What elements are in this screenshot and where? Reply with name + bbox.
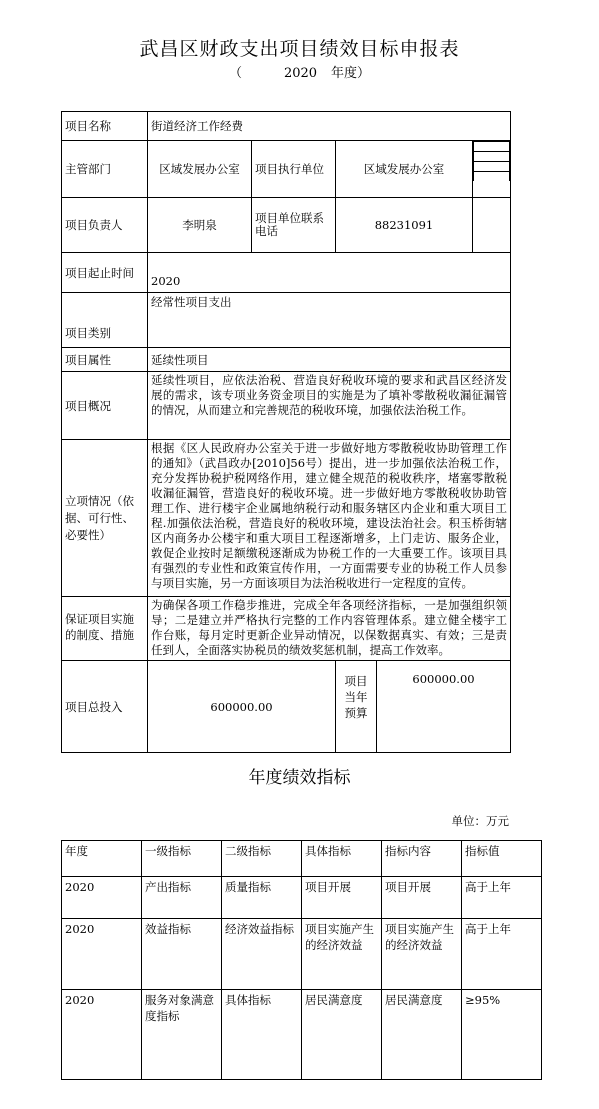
cell: 效益指标 [142,919,222,990]
attribute-label: 项目属性 [62,348,148,372]
subgrid-line [474,172,510,182]
table-header-row [62,841,542,877]
measures-label: 保证项目实施的制度、措施 [62,597,148,661]
header-level2: 二级指标 [222,841,302,877]
category-value: 经常性项目支出 [148,293,511,348]
subgrid-line [474,152,510,162]
unit-label: 单位：万元 [451,814,509,828]
basis-text: 根据《区人民政府办公室关于进一步做好地方零散税收协助管理工作的通知》（武昌政办[2010]56号）提出，进一步加强依法治税工作，充分发挥协税护税网络作用，建立健全规范的税收秩序，堵塞零散税收漏征漏管，营造良好的税收环境。进一步做好地方零散税收协助管理工作、进行楼宇企业属地纳税行动和服务辖区内企业和重大项目工程.加强依法治税，营造良好的税收环境，建设法治社会。积玉桥街辖区内商务办公楼宇和重大项目工程逐渐增多，上门走访、服务企业，敦促企业按时足额缴税逐渐成为协税工作的一大重要工作。该项目具有强烈的专业性和政策宣传作用，一方面需要专业的协税工作人员参与项目实施，另一方面该项目为法治税收进行一定程度的宣传。 [148,440,511,597]
exec-unit-label: 项目执行单位 [252,141,336,198]
attribute-value: 延续性项目 [148,348,511,372]
year-line [0,62,599,81]
exec-unit-value: 区域发展办公室 [336,141,473,198]
cell: 2020 [62,877,142,919]
budget-label: 项目当年预算 [336,661,377,753]
investment-label: 项目总投入 [62,661,148,753]
header-level1: 一级指标 [142,841,222,877]
project-name-value: 街道经济工作经费 [148,112,511,141]
overview-label: 项目概况 [62,372,148,440]
cell: 居民满意度 [302,990,382,1080]
category-label: 项目类别 [62,293,148,348]
cell: 高于上年 [462,919,542,990]
period-label: 项目起止时间 [62,253,148,293]
paren-left: （ [228,66,242,81]
leader-label: 项目负责人 [62,198,148,253]
cell: 服务对象满意度指标 [142,990,222,1080]
contact-label: 项目单位联系电话 [252,198,336,253]
performance-table [61,840,542,1080]
dept-value: 区域发展办公室 [148,141,252,198]
project-name-label: 项目名称 [62,112,148,141]
cell: ≥95% [462,990,542,1080]
table-row [62,919,542,990]
overview-text: 延续性项目，应依法治税、营造良好税收环境的要求和武昌区经济发展的需求，该专项业务资金项目的实施是为了填补零散税收漏征漏管的情况，从而建立和完善规范的税收环境，加强依法治税工作。 [148,372,511,440]
header-content: 指标内容 [382,841,462,877]
measures-text: 为确保各项工作稳步推进，完成全年各项经济指标，一是加强组织领导；二是建立并严格执行完整的工作内容管理体系。建立健全楼宇工作台账，每月定时更新企业异动情况，以保数据真实、有效；三是责任到人，全面落实协税员的绩效奖惩机制，提高工作效率。 [148,597,511,661]
subgrid-line [474,162,510,172]
investment-value: 600000.00 [148,661,336,753]
cell: 项目开展 [382,877,462,919]
cell: 2020 [62,919,142,990]
basis-label: 立项情况（依据、可行性、必要性） [62,440,148,597]
cell: 2020 [62,990,142,1080]
cell: 项目开展 [302,877,382,919]
cell: 高于上年 [462,877,542,919]
year-suffix: 年度） [331,66,371,81]
header-year: 年度 [62,841,142,877]
empty-cell [473,198,511,253]
header-value: 指标值 [462,841,542,877]
leader-value: 李明泉 [148,198,252,253]
table-row [62,990,542,1080]
application-form-table [61,111,511,753]
subgrid-line [474,142,510,152]
dept-label: 主管部门 [62,141,148,198]
period-value: 2020 [148,253,511,293]
page-title: 武昌区财政支出项目绩效目标申报表 [139,38,460,60]
cell: 质量指标 [222,877,302,919]
cell: 项目实施产生的经济效益 [382,919,462,990]
decorative-subgrid [473,141,511,198]
cell: 居民满意度 [382,990,462,1080]
cell: 产出指标 [142,877,222,919]
budget-value: 600000.00 [377,661,511,753]
report-year: 2020 [283,66,318,81]
cell: 具体指标 [222,990,302,1080]
contact-value: 88231091 [336,198,473,253]
performance-section-title: 年度绩效指标 [248,768,351,788]
cell: 项目实施产生的经济效益 [302,919,382,990]
header-specific: 具体指标 [302,841,382,877]
subgrid-lines [473,141,510,181]
table-row [62,877,542,919]
cell: 经济效益指标 [222,919,302,990]
